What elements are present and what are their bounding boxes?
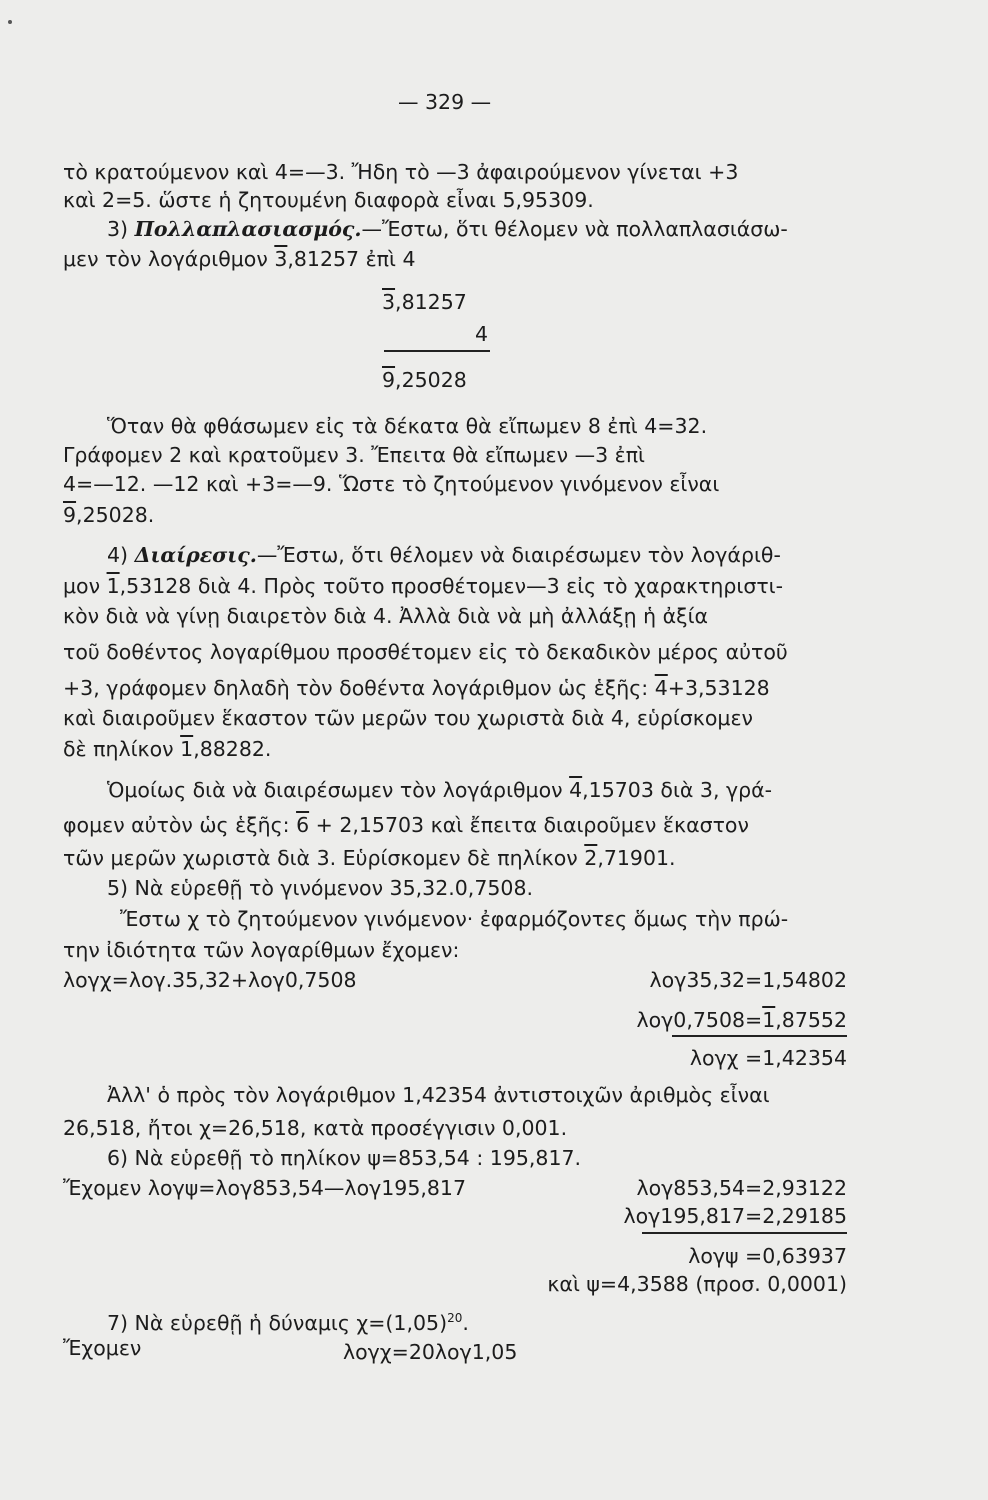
section-number: 3)	[107, 217, 135, 241]
text-line: Γράφομεν 2 καὶ κρατοῦμεν 3. Ἔπειτα θὰ εἴπωμεν —3 ἐπὶ	[63, 443, 645, 467]
calc-multiplier: 4	[475, 322, 489, 346]
section-title: Διαίρεσις.	[134, 543, 257, 567]
text-span: μεν τὸν λογάριθμον	[63, 247, 275, 271]
calc-rule	[642, 1232, 847, 1234]
text-line	[63, 737, 271, 761]
calc-rule	[384, 350, 490, 352]
equation-result: καὶ ψ=4,3588 (προσ. 0,0001)	[547, 1272, 847, 1296]
text-line: Ἀλλ' ὁ πρὸς τὸν λογάριθμον 1,42354 ἀντιστοιχῶν ἀριθμὸς εἶναι	[107, 1083, 770, 1107]
bar-characteristic: 6	[296, 813, 310, 837]
bar-characteristic: 4	[569, 778, 583, 802]
bar-characteristic: 2	[584, 846, 598, 870]
text-line: τοῦ δοθέντος λογαρίθμου προσθέτομεν εἰς τὸ δεκαδικὸν μέρος αὐτοῦ	[63, 640, 788, 664]
bar-characteristic: 1	[180, 737, 194, 761]
text-line: 6) Νὰ εὑρεθῇ τὸ πηλίκον ψ=853,54 : 195,817.	[107, 1146, 582, 1170]
text-line: 26,518, ἤτοι χ=26,518, κατὰ προσέγγισιν 0,001.	[63, 1116, 568, 1140]
text-span: λογ0,7508=	[636, 1008, 763, 1032]
exponent: 20	[447, 1311, 463, 1325]
text-span: ,87552	[775, 1008, 847, 1032]
text-line: 4=—12. —12 καὶ +3=—9. Ὥστε τὸ ζητούμενον γινόμενον εἶναι	[63, 472, 720, 496]
speck-mark	[8, 20, 12, 24]
text-line: καὶ διαιροῦμεν ἕκαστον τῶν μερῶν του χωριστὰ διὰ 4, εὑρίσκομεν	[63, 706, 754, 730]
bar-characteristic: 1	[106, 574, 120, 598]
section-title: Πολλαπλασιασμός.	[134, 217, 362, 241]
text-span: +3, γράφομεν δηλαδὴ τὸν δοθέντα λογάριθμον ὡς ἑξῆς:	[63, 676, 655, 700]
equation-left: Ἔχομεν λογψ=λογ853,54—λογ195,817	[63, 1176, 467, 1200]
bar-characteristic: 9	[382, 368, 396, 392]
bar-characteristic: 3	[274, 247, 288, 271]
text-span: Ὁμοίως διὰ νὰ διαιρέσωμεν τὸν λογάριθμον	[107, 778, 570, 802]
text-line	[63, 813, 749, 837]
text-line	[63, 247, 416, 271]
equation-left: λογχ=λογ.35,32+λογ0,7508	[63, 968, 357, 992]
equation-right: λογχ=20λογ1,05	[343, 1340, 518, 1364]
bar-characteristic: 4	[654, 676, 668, 700]
text-span: ,71901.	[597, 846, 676, 870]
text-span: φομεν αὐτὸν ὡς ἑξῆς:	[63, 813, 297, 837]
text-span: 7) Νὰ εὑρεθῇ ἡ δύναμις χ=(1,05)	[107, 1310, 448, 1335]
bar-characteristic: 3	[382, 290, 396, 314]
text-span: τῶν μερῶν χωριστὰ διὰ 3. Εὑρίσκομεν δὲ πηλίκον	[63, 846, 585, 870]
text-line	[63, 676, 770, 700]
text-line	[107, 778, 772, 802]
equation-result: λογψ =0,63937	[688, 1244, 847, 1268]
section-heading-line	[107, 543, 781, 567]
calc-value: ,81257	[395, 290, 467, 314]
text-line	[63, 503, 154, 527]
equation-result: λογχ =1,42354	[689, 1046, 847, 1070]
text-span: + 2,15703 καὶ ἔπειτα διαιροῦμεν ἕκαστον	[309, 813, 749, 837]
text-span: μον	[63, 574, 107, 598]
text-span: ,25028.	[76, 503, 155, 527]
text-span: ,53128 διὰ 4. Πρὸς τοῦτο προσθέτομεν—3 εἰς τὸ χαρακτηριστι-	[119, 574, 784, 598]
bar-characteristic: 1	[762, 1008, 776, 1032]
text-line: καὶ 2=5. ὥστε ἡ ζητουμένη διαφορὰ εἶναι 5,95309.	[63, 188, 594, 212]
equation-right: λογ35,32=1,54802	[649, 968, 847, 992]
text-span: +3,53128	[667, 676, 770, 700]
text-span: ,81257 ἐπὶ 4	[287, 247, 416, 271]
calc-result	[382, 368, 467, 392]
text-line: Ὅταν θὰ φθάσωμεν εἰς τὰ δέκατα θὰ εἴπωμεν 8 ἐπὶ 4=32.	[107, 414, 708, 438]
equation-left: Ἔχομεν	[63, 1336, 142, 1360]
text-line: την ἰδιότητα τῶν λογαρίθμων ἔχομεν:	[63, 938, 460, 962]
text-line	[63, 846, 676, 870]
calc-rule	[672, 1035, 847, 1037]
equation-right: λογ195,817=2,29185	[623, 1204, 847, 1228]
section-number: 4)	[107, 543, 135, 567]
text-line: 5) Νὰ εὑρεθῇ τὸ γινόμενον 35,32.0,7508.	[107, 876, 534, 900]
text-line: κὸν διὰ νὰ γίνῃ διαιρετὸν διὰ 4. Ἀλλὰ διὰ νὰ μὴ ἀλλάξῃ ἡ ἀξία	[63, 604, 709, 628]
section-heading-line	[107, 217, 788, 241]
equation-right	[637, 1008, 848, 1032]
page-number: — 329 —	[398, 90, 492, 114]
text-line: τὸ κρατούμενον καὶ 4=—3. Ἤδη τὸ —3 ἀφαιρούμενον γίνεται +3	[63, 160, 739, 184]
calc-line	[382, 290, 467, 314]
calc-value: ,25028	[395, 368, 467, 392]
text-line	[107, 1306, 469, 1335]
text-line	[63, 574, 783, 598]
text-span: δὲ πηλίκον	[63, 737, 181, 761]
text-span: —Ἔστω, ὅτι θέλομεν νὰ διαιρέσωμεν τὸν λογάριθ-	[256, 543, 781, 567]
text-span: ,88282.	[193, 737, 272, 761]
text-span: .	[462, 1310, 469, 1335]
bar-characteristic: 9	[63, 503, 77, 527]
text-span: ,15703 διὰ 3, γρά-	[582, 778, 773, 802]
equation-right: λογ853,54=2,93122	[636, 1176, 847, 1200]
text-span: —Ἔστω, ὅτι θέλομεν νὰ πολλαπλασιάσω-	[361, 217, 788, 241]
text-line: Ἔστω χ τὸ ζητούμενον γινόμενον· ἐφαρμόζοντες ὅμως τὴν πρώ-	[120, 907, 789, 931]
